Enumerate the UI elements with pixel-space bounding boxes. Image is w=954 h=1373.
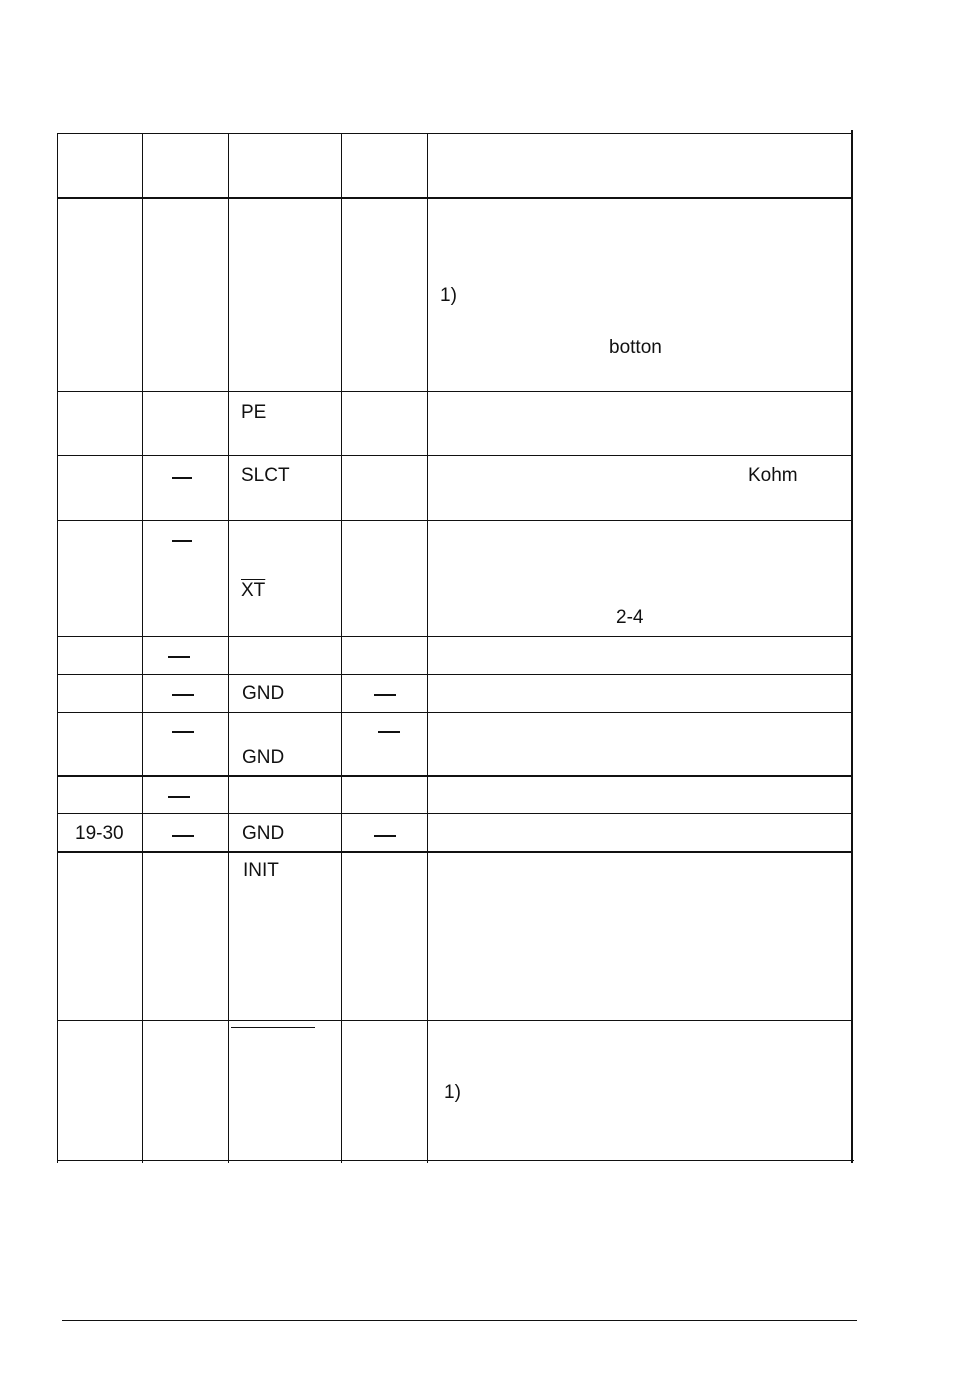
row-separator	[57, 391, 852, 392]
return-pin-dash	[172, 540, 192, 542]
footnote-marker: 1)	[444, 1082, 461, 1103]
row-separator	[57, 520, 852, 521]
signal-name: PE	[241, 402, 267, 423]
pin-number: 19-30	[75, 823, 124, 844]
row-separator	[57, 455, 852, 456]
return-pin-dash	[172, 477, 192, 479]
footnote-marker: 1)	[440, 285, 457, 306]
signal-name: SLCT	[241, 465, 290, 486]
row-separator	[57, 674, 852, 675]
description-word: botton	[609, 337, 662, 358]
column-divider-1	[142, 133, 143, 1163]
row-separator	[57, 712, 852, 713]
row-separator	[57, 636, 852, 637]
table-left-border	[57, 133, 58, 1163]
direction-dash	[374, 694, 396, 696]
signal-name: $\overline{XT}$	[241, 580, 266, 601]
column-divider-2	[228, 133, 229, 1163]
table-right-border	[851, 130, 853, 1163]
table-top-border	[57, 133, 852, 134]
row-separator	[57, 851, 852, 853]
signal-name: GND	[242, 747, 285, 768]
return-pin-dash	[168, 796, 190, 798]
signal-name: INIT	[243, 860, 279, 881]
signal-name: GND	[242, 823, 285, 844]
row-separator	[57, 813, 852, 814]
table-bottom-border	[57, 1160, 854, 1161]
signal-name: GND	[242, 683, 285, 704]
direction-dash	[374, 835, 396, 837]
signal-overline	[231, 1027, 315, 1028]
return-pin-dash	[172, 694, 194, 696]
return-pin-dash	[172, 835, 194, 837]
resistance-unit: Kohm	[748, 465, 798, 486]
header-separator	[57, 197, 852, 199]
column-divider-3	[341, 133, 342, 1163]
row-separator	[57, 1020, 852, 1021]
page-footer-rule	[62, 1320, 857, 1321]
reference-number: 2-4	[616, 607, 644, 628]
direction-dash	[378, 731, 400, 733]
row-separator	[57, 775, 852, 777]
return-pin-dash	[172, 731, 194, 733]
return-pin-dash	[168, 656, 190, 658]
column-divider-4	[427, 133, 428, 1163]
